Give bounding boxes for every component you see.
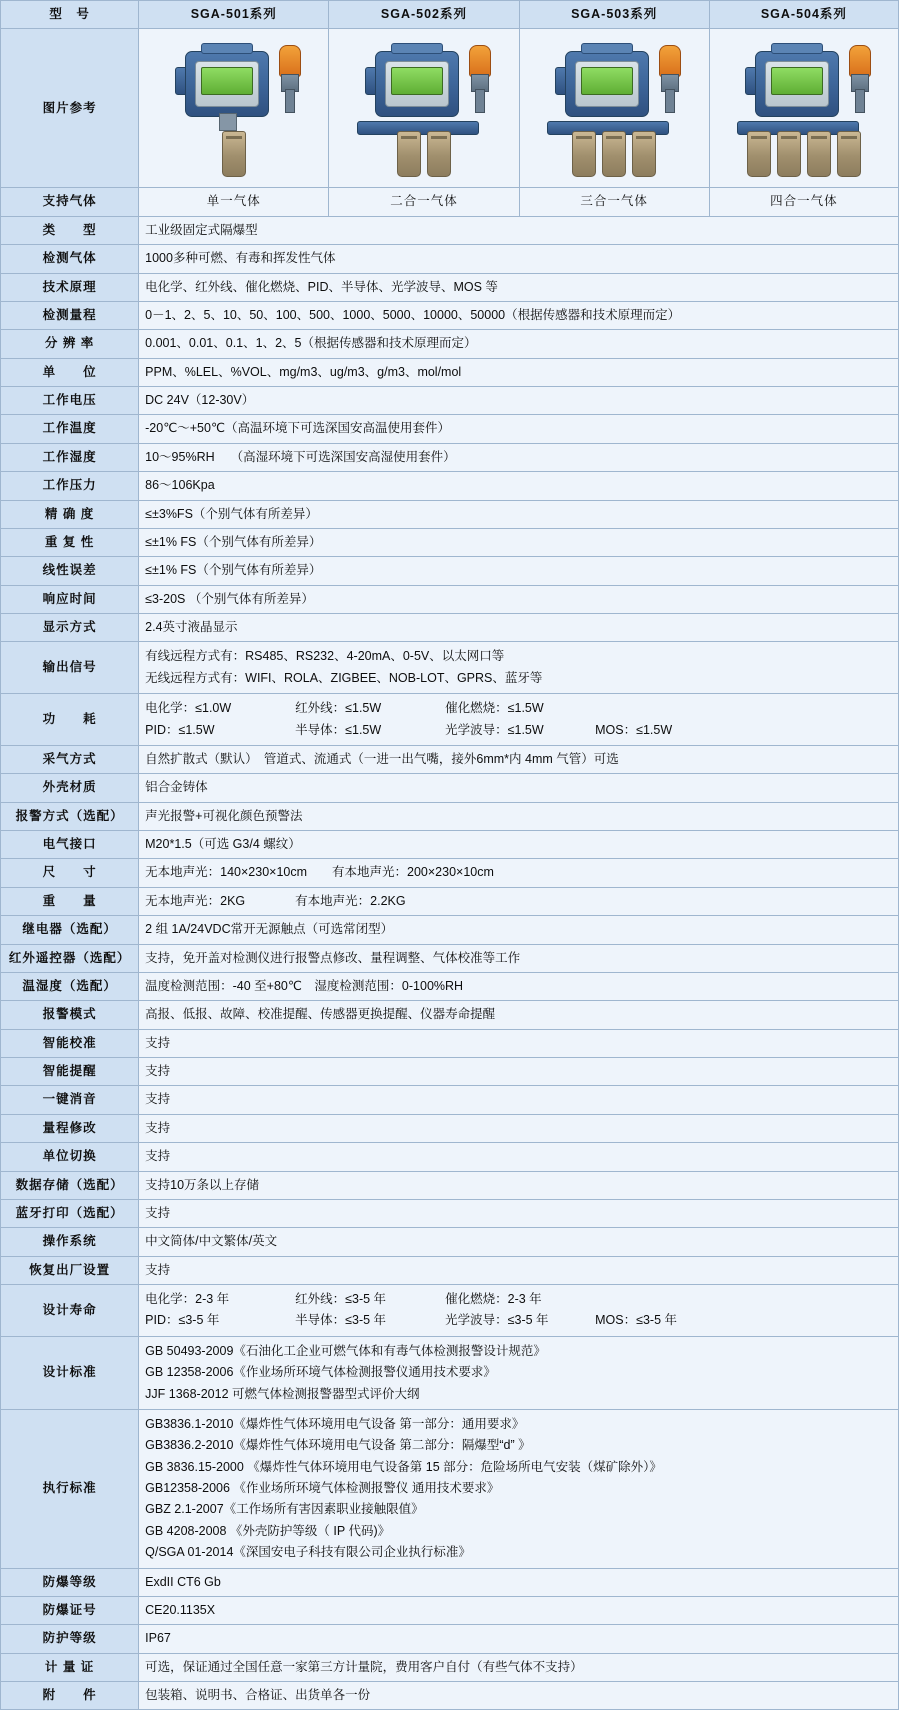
lamp-stem-icon: [855, 89, 865, 113]
design-life-label: 设计寿命: [1, 1285, 139, 1337]
row-value: 温度检测范围：-40 至+80℃ 湿度检测范围：0-100%RH: [139, 972, 899, 1000]
row-label: 恢复出厂设置: [1, 1256, 139, 1284]
row-value: 支持: [139, 1114, 899, 1142]
row-label: 工作温度: [1, 415, 139, 443]
supported-gas-label: 支持气体: [1, 188, 139, 216]
spec-row-ex-rating: [1, 1568, 899, 1596]
row-label: 继电器（选配）: [1, 916, 139, 944]
row-label: 采气方式: [1, 745, 139, 773]
row-value: ≤±1% FS（个别气体有所差异）: [139, 528, 899, 556]
spec-row-temp-humidity-option: [1, 972, 899, 1000]
detector-display-icon: [391, 67, 443, 95]
row-label: 蓝牙打印（选配）: [1, 1199, 139, 1227]
product-image-502: [329, 29, 519, 188]
row-label: 智能校准: [1, 1029, 139, 1057]
row-label: 尺 寸: [1, 859, 139, 887]
spec-row-factory-reset: [1, 1256, 899, 1284]
row-value: 86～106Kpa: [139, 472, 899, 500]
life-optical: 光学波导：≤3-5 年: [445, 1313, 549, 1328]
row-value: 1000多种可燃、有毒和挥发性气体: [139, 245, 899, 273]
row-label: 计 量 证: [1, 1653, 139, 1681]
output-signal-label: 输出信号: [1, 642, 139, 694]
detector-display-icon: [771, 67, 823, 95]
design-standard-item: JJF 1368-2012 可燃气体检测报警器型式评价大纲: [145, 1386, 420, 1401]
spec-row-response-time: [1, 585, 899, 613]
life-semiconductor: 半导体：≤3-5 年: [295, 1313, 387, 1328]
row-label: 一键消音: [1, 1086, 139, 1114]
supported-gas-503: 三合一气体: [519, 188, 709, 216]
row-value: 支持: [139, 1086, 899, 1114]
alarm-lamp-icon: [849, 45, 871, 77]
table-header-row: [1, 1, 899, 29]
gas-detector-illustration: [339, 37, 509, 179]
model-504: SGA-504系列: [709, 1, 898, 29]
spec-row-linearity: [1, 557, 899, 585]
life-mos: MOS：≤3-5 年: [595, 1313, 678, 1328]
spec-row-size: [1, 859, 899, 887]
row-value: ExdII CT6 Gb: [139, 1568, 899, 1596]
spec-row-metrology-cert: [1, 1653, 899, 1681]
spec-row-relay: [1, 916, 899, 944]
row-value: 支持: [139, 1199, 899, 1227]
exec-standard-item: GB12358-2006 《作业场所环境气体检测报警仪 通用技术要求》: [145, 1481, 500, 1495]
exec-standard-item: Q/SGA 01-2014《深国安电子科技有限公司企业执行标准》: [145, 1545, 471, 1560]
row-value: 2.4英寸液晶显示: [139, 614, 899, 642]
design-standard-item: GB 12358-2006《作业场所环境气体检测报警仪通用技术要求》: [145, 1365, 496, 1380]
row-value: 包装箱、说明书、合格证、出货单各一份: [139, 1682, 899, 1710]
spec-row-one-key-mute: [1, 1086, 899, 1114]
spec-row-smart-reminder: [1, 1058, 899, 1086]
output-signal-value: [139, 642, 899, 694]
product-image-503: [519, 29, 709, 188]
design-standard-label: 设计标准: [1, 1336, 139, 1409]
spec-row-design-standard: [1, 1336, 899, 1409]
row-value: M20*1.5（可选 G3/4 螺纹）: [139, 831, 899, 859]
sensor-probe-icon: [747, 131, 771, 177]
row-label: 类 型: [1, 216, 139, 244]
sensor-probe-icon: [572, 131, 596, 177]
model-502: SGA-502系列: [329, 1, 519, 29]
exec-standard-label: 执行标准: [1, 1409, 139, 1568]
spec-row-electrical-interface: [1, 831, 899, 859]
row-label: 单位切换: [1, 1143, 139, 1171]
spec-row-os-language: [1, 1228, 899, 1256]
model-501: SGA-501系列: [139, 1, 329, 29]
spec-row-output-signal: [1, 642, 899, 694]
header-label: 型 号: [1, 1, 139, 29]
power-label: 功 耗: [1, 694, 139, 746]
row-label: 数据存储（选配）: [1, 1171, 139, 1199]
row-label: 防护等级: [1, 1625, 139, 1653]
design-life-line-2: [145, 1310, 892, 1331]
sensor-group-3: [529, 131, 699, 177]
spec-row-principle: [1, 273, 899, 301]
row-value: 支持: [139, 1256, 899, 1284]
row-value: PPM、%LEL、%VOL、mg/m3、ug/m3、g/m3、mol/mol: [139, 358, 899, 386]
exec-standard-item: GB 4208-2008 《外壳防护等级（ IP 代码)》: [145, 1523, 391, 1538]
row-value: 无本地声光：2KG 有本地声光：2.2KG: [139, 887, 899, 915]
spec-row-detect-gas: [1, 245, 899, 273]
power-blank: [595, 699, 745, 718]
output-signal-wired: 有线远程方式有：RS485、RS232、4-20mA、0-5V、以太网口等: [145, 649, 505, 664]
alarm-lamp-icon: [469, 45, 491, 77]
supported-gas-row: [1, 188, 899, 216]
design-standard-item: GB 50493-2009《石油化工企业可燃气体和有毒气体检测报警设计规范》: [145, 1343, 546, 1358]
spec-row-display: [1, 614, 899, 642]
sensor-probe-icon: [397, 131, 421, 177]
row-label: 工作压力: [1, 472, 139, 500]
sensor-probe-icon: [632, 131, 656, 177]
spec-row-ir-remote: [1, 944, 899, 972]
row-label: 分 辨 率: [1, 330, 139, 358]
sensor-neck-icon: [219, 113, 237, 131]
row-label: 智能提醒: [1, 1058, 139, 1086]
lamp-stem-icon: [665, 89, 675, 113]
row-label: 外壳材质: [1, 774, 139, 802]
image-row-label: 图片参考: [1, 29, 139, 188]
detector-display-icon: [201, 67, 253, 95]
row-value: 0.001、0.01、0.1、1、2、5（根据传感器和技术原理而定）: [139, 330, 899, 358]
row-value: 可选，保证通过全国任意一家第三方计量院，费用客户自付（有些气体不支持）: [139, 1653, 899, 1681]
row-label: 量程修改: [1, 1114, 139, 1142]
spec-row-sampling: [1, 745, 899, 773]
spec-row-range: [1, 301, 899, 329]
spec-row-smart-calibration: [1, 1029, 899, 1057]
spec-row-pressure: [1, 472, 899, 500]
spec-row-alarm-mode-optional: [1, 802, 899, 830]
row-label: 工作电压: [1, 387, 139, 415]
sensor-probe-icon: [807, 131, 831, 177]
model-503: SGA-503系列: [519, 1, 709, 29]
row-label: 防爆等级: [1, 1568, 139, 1596]
row-value: ≤±3%FS（个别气体有所差异）: [139, 500, 899, 528]
detector-top-strip-icon: [581, 43, 633, 54]
spec-row-voltage: [1, 387, 899, 415]
power-catalytic: 催化燃烧：≤1.5W: [445, 701, 544, 716]
product-image-501: [139, 29, 329, 188]
row-label: 响应时间: [1, 585, 139, 613]
row-label: 精 确 度: [1, 500, 139, 528]
row-value: 工业级固定式隔爆型: [139, 216, 899, 244]
row-value: 2 组 1A/24VDC常开无源触点（可选常闭型）: [139, 916, 899, 944]
row-value: -20℃～+50℃（高温环境下可选深国安高温使用套件）: [139, 415, 899, 443]
spec-row-data-storage: [1, 1171, 899, 1199]
spec-row-exec-standard: [1, 1409, 899, 1568]
spec-row-resolution: [1, 330, 899, 358]
spec-row-bluetooth-print: [1, 1199, 899, 1227]
alarm-lamp-icon: [659, 45, 681, 77]
design-standard-value: [139, 1336, 899, 1409]
row-label: 重 复 性: [1, 528, 139, 556]
row-label: 显示方式: [1, 614, 139, 642]
sensor-probe-icon: [602, 131, 626, 177]
row-value: 支持，免开盖对检测仪进行报警点修改、量程调整、气体校准等工作: [139, 944, 899, 972]
sensor-group-2: [339, 131, 509, 177]
spec-row-humidity: [1, 443, 899, 471]
spec-row-accessories: [1, 1682, 899, 1710]
row-value: CE20.1135X: [139, 1596, 899, 1624]
row-label: 电气接口: [1, 831, 139, 859]
lamp-stem-icon: [285, 89, 295, 113]
spec-row-accuracy: [1, 500, 899, 528]
spec-row-unit: [1, 358, 899, 386]
spec-row-repeatability: [1, 528, 899, 556]
gas-detector-illustration: [719, 37, 889, 179]
design-life-value: [139, 1285, 899, 1337]
row-label: 红外遥控器（选配）: [1, 944, 139, 972]
detector-top-strip-icon: [201, 43, 253, 54]
spec-row-type: [1, 216, 899, 244]
spec-row-unit-switch: [1, 1143, 899, 1171]
detector-top-strip-icon: [771, 43, 823, 54]
sensor-probe-icon: [427, 131, 451, 177]
row-value: 10～95%RH （高湿环境下可选深国安高湿使用套件）: [139, 443, 899, 471]
row-label: 操作系统: [1, 1228, 139, 1256]
product-image-504: [709, 29, 898, 188]
power-mos: MOS：≤1.5W: [595, 722, 673, 737]
gas-detector-illustration: [529, 37, 699, 179]
power-line-2: [145, 720, 892, 741]
exec-standard-item: GBZ 2.1-2007《工作场所有害因素职业接触限值》: [145, 1502, 424, 1517]
row-value: 铝合金铸体: [139, 774, 899, 802]
row-value: 电化学、红外线、催化燃烧、PID、半导体、光学波导、MOS 等: [139, 273, 899, 301]
spec-row-range-modify: [1, 1114, 899, 1142]
row-value: 高报、低报、故障、校准提醒、传感器更换提醒、仪器寿命提醒: [139, 1001, 899, 1029]
life-electrochemical: 电化学：2-3 年: [145, 1292, 230, 1306]
row-label: 单 位: [1, 358, 139, 386]
life-pid: PID：≤3-5 年: [145, 1313, 220, 1328]
row-value: 支持: [139, 1058, 899, 1086]
row-label: 工作湿度: [1, 443, 139, 471]
row-label: 线性误差: [1, 557, 139, 585]
spec-row-temperature: [1, 415, 899, 443]
spec-row-design-life: [1, 1285, 899, 1337]
row-label: 技术原理: [1, 273, 139, 301]
life-catalytic: 催化燃烧：2-3 年: [445, 1292, 542, 1306]
row-label: 温湿度（选配）: [1, 972, 139, 1000]
spec-row-ip-rating: [1, 1625, 899, 1653]
detector-display-icon: [581, 67, 633, 95]
row-value: IP67: [139, 1625, 899, 1653]
power-semiconductor: 半导体：≤1.5W: [295, 722, 382, 737]
row-label: 报警模式: [1, 1001, 139, 1029]
row-value: 无本地声光：140×230×10cm 有本地声光：200×230×10cm: [139, 859, 899, 887]
power-line-1: [145, 698, 892, 719]
sensor-probe-icon: [222, 131, 246, 177]
row-label: 检测气体: [1, 245, 139, 273]
sensor-probe-icon: [837, 131, 861, 177]
gas-detector-illustration: [149, 37, 319, 179]
row-value: 支持10万条以上存储: [139, 1171, 899, 1199]
row-value: ≤3-20S （个别气体有所差异）: [139, 585, 899, 613]
alarm-lamp-icon: [279, 45, 301, 77]
row-value: DC 24V（12-30V）: [139, 387, 899, 415]
row-label: 重 量: [1, 887, 139, 915]
supported-gas-504: 四合一气体: [709, 188, 898, 216]
exec-standard-item: GB3836.2-2010《爆炸性气体环境用电气设备 第二部分：隔爆型“d” 》: [145, 1438, 531, 1453]
spec-row-alarm-modes: [1, 1001, 899, 1029]
output-signal-wireless: 无线远程方式有：WIFI、ROLA、ZIGBEE、NOB-LOT、GPRS、蓝牙等: [145, 670, 543, 685]
row-value: 0－1、2、5、10、50、100、500、1000、5000、10000、50000（根据传感器和技术原理而定）: [139, 301, 899, 329]
supported-gas-502: 二合一气体: [329, 188, 519, 216]
sensor-group-4: [719, 131, 889, 177]
spec-row-ex-certificate: [1, 1596, 899, 1624]
exec-standard-item: GB 3836.15-2000 《爆炸性气体环境用电气设备第 15 部分：危险场所电气安装（煤矿除外）》: [145, 1459, 662, 1474]
exec-standard-item: GB3836.1-2010《爆炸性气体环境用电气设备 第一部分：通用要求》: [145, 1416, 525, 1431]
sensor-probe-icon: [777, 131, 801, 177]
row-value: 自然扩散式（默认） 管道式、流通式（一进一出气嘴，接外6mm*内 4mm 气管）可选: [139, 745, 899, 773]
row-value: 声光报警+可视化颜色预警法: [139, 802, 899, 830]
life-infrared: 红外线：≤3-5 年: [295, 1292, 387, 1306]
row-label: 防爆证号: [1, 1596, 139, 1624]
detector-top-strip-icon: [391, 43, 443, 54]
life-blank: [595, 1290, 745, 1309]
row-label: 附 件: [1, 1682, 139, 1710]
supported-gas-501: 单一气体: [139, 188, 329, 216]
spec-row-weight: [1, 887, 899, 915]
power-infrared: 红外线：≤1.5W: [295, 701, 382, 716]
row-value: 支持: [139, 1143, 899, 1171]
design-life-line-1: [145, 1289, 892, 1310]
power-value: [139, 694, 899, 746]
row-label: 报警方式（选配）: [1, 802, 139, 830]
spec-row-housing-material: [1, 774, 899, 802]
row-value: ≤±1% FS（个别气体有所差异）: [139, 557, 899, 585]
row-label: 检测量程: [1, 301, 139, 329]
spec-row-power: [1, 694, 899, 746]
product-image-row: [1, 29, 899, 188]
row-value: 支持: [139, 1029, 899, 1057]
power-pid: PID：≤1.5W: [145, 722, 215, 737]
exec-standard-value: [139, 1409, 899, 1568]
row-value: 中文简体/中文繁体/英文: [139, 1228, 899, 1256]
power-electrochemical: 电化学：≤1.0W: [145, 701, 232, 716]
lamp-stem-icon: [475, 89, 485, 113]
power-optical: 光学波导：≤1.5W: [445, 722, 544, 737]
sensor-group-1: [149, 131, 319, 177]
